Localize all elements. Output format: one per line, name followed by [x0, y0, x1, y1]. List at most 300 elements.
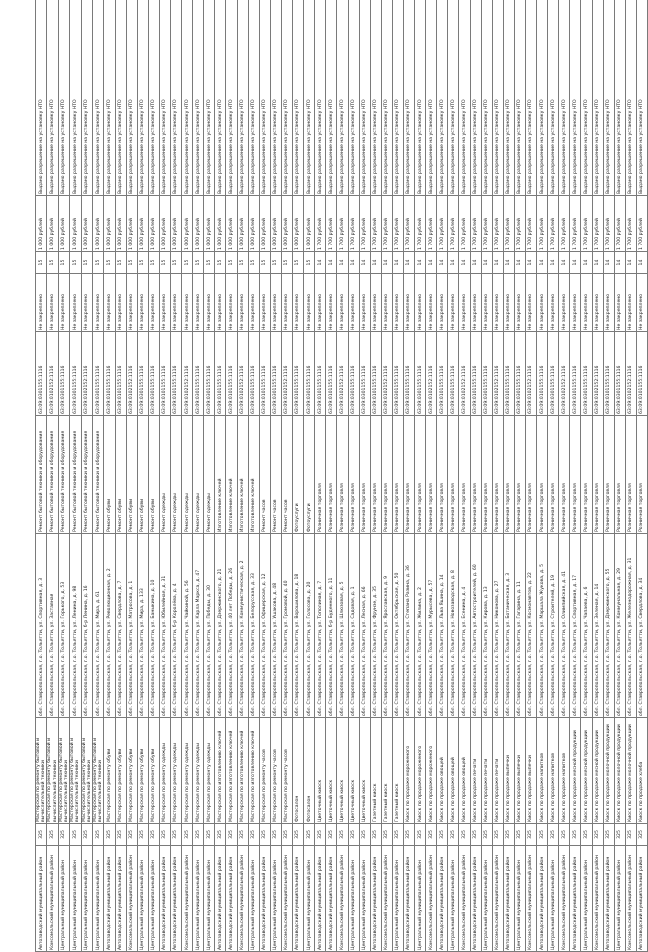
table-cell: Мастерская по ремонту одежды	[193, 718, 204, 824]
table-cell: 1 000 рублей	[270, 196, 281, 252]
table-cell: обл. Ставропольская, г.о. Тольятти, ул. Жилина, д. 2	[415, 534, 426, 718]
table-cell: Автозаводский муниципальный район	[603, 846, 614, 952]
table-cell: Не закреплено	[570, 274, 581, 332]
table-row	[159, 0, 170, 952]
table-cell: Выдано разрешение на установку НТО	[115, 0, 126, 196]
table-cell: Центральный муниципальный район	[348, 846, 359, 952]
table-cell: 63:09:0102152:1116	[381, 332, 392, 416]
table-cell: 1 700 рублей	[636, 196, 647, 252]
table-cell: Розничная торговля	[636, 416, 647, 534]
table-cell: Автозаводский муниципальный район	[36, 846, 47, 952]
table-cell: Киоск по продаже мороженого	[415, 718, 426, 824]
table-cell: Не закреплено	[171, 274, 182, 332]
table-cell: 1 700 рублей	[603, 196, 614, 252]
table-cell: 325	[603, 824, 614, 846]
table-cell: 14	[448, 252, 459, 274]
table-cell: Киоск по продаже молочной продукции	[614, 718, 625, 824]
table-cell: 1 700 рублей	[426, 196, 437, 252]
table-cell: Выдано разрешение на установку НТО	[36, 0, 47, 196]
table-cell: Выдано разрешение на установку НТО	[47, 0, 58, 196]
table-cell: Мастерская по ремонту часов	[270, 718, 281, 824]
table-cell: 63:09:0102152:1116	[281, 332, 292, 416]
table-cell: 325	[115, 824, 126, 846]
table-cell: Фотоуслуги	[304, 416, 315, 534]
table-row	[559, 0, 570, 952]
table-cell: 63:09:0301155:1116	[348, 332, 359, 416]
table-cell: Не закреплено	[426, 274, 437, 332]
table-cell: 325	[415, 824, 426, 846]
table-cell: обл. Ставропольская, г.о. Тольятти, ул. Ярославская, д. 9	[381, 534, 392, 718]
table-row	[537, 0, 548, 952]
table-cell: Выдано разрешение на установку НТО	[226, 0, 237, 196]
table-cell: Выдано разрешение на установку НТО	[426, 0, 437, 196]
table-cell: Автозаводский муниципальный район	[293, 846, 304, 952]
table-cell: Выдано разрешение на установку НТО	[204, 0, 215, 196]
table-cell: Автозаводский муниципальный район	[315, 846, 326, 952]
table-cell: 1 000 рублей	[104, 196, 115, 252]
table-cell: 325	[381, 824, 392, 846]
table-cell: Ремонт бытовой техники и оборудования	[70, 416, 81, 534]
table-cell: Выдано разрешение на установку НТО	[581, 0, 592, 196]
table-cell: 63:09:0301155:1116	[448, 332, 459, 416]
table-cell: Мастерская по ремонту бытовой и вычислительной техники	[93, 718, 104, 824]
table-cell: Выдано разрешение на установку НТО	[403, 0, 414, 196]
table-cell: обл. Ставропольская, г.о. Тольятти, ул. Гагарина, д. 11	[514, 534, 525, 718]
table-cell: 63:09:0101155:1116	[115, 332, 126, 416]
table-cell: Киоск по продаже овощей	[437, 718, 448, 824]
table-cell: Выдано разрешение на установку НТО	[570, 0, 581, 196]
table-cell: 1 700 рублей	[437, 196, 448, 252]
table-row	[603, 0, 614, 952]
table-cell: Фотосалон	[293, 718, 304, 824]
table-cell: Комсомольский муниципальный район	[237, 846, 248, 952]
table-cell: Розничная торговля	[570, 416, 581, 534]
table-cell: Цветочный киоск	[315, 718, 326, 824]
table-cell: обл. Ставропольская, г.о. Тольятти, ул. Свердлова, д. 34	[636, 534, 647, 718]
table-cell: Розничная торговля	[359, 416, 370, 534]
table-row	[470, 0, 481, 952]
table-row	[104, 0, 115, 952]
table-cell: 1 000 рублей	[215, 196, 226, 252]
table-cell: Ремонт обуви	[137, 416, 148, 534]
table-row	[137, 0, 148, 952]
table-cell: 325	[514, 824, 525, 846]
table-cell: 325	[70, 824, 81, 846]
table-cell: 1 700 рублей	[370, 196, 381, 252]
table-cell: 14	[348, 252, 359, 274]
table-cell: Ремонт бытовой техники и оборудования	[36, 416, 47, 534]
table-row	[58, 0, 69, 952]
table-cell: Выдано разрешение на установку НТО	[437, 0, 448, 196]
table-cell: 1 000 рублей	[126, 196, 137, 252]
table-cell: Розничная торговля	[426, 416, 437, 534]
table-cell: Мастерская по ремонту обуви	[126, 718, 137, 824]
table-row	[448, 0, 459, 952]
table-cell: 325	[281, 824, 292, 846]
table-cell: Не закреплено	[337, 274, 348, 332]
table-cell: 1 700 рублей	[537, 196, 548, 252]
table-cell: 325	[503, 824, 514, 846]
table-cell: 14	[603, 252, 614, 274]
table-cell: обл. Ставропольская, г.о. Тольятти, ул. Победы, д. 30	[204, 534, 215, 718]
table-cell: Цветочный киоск	[348, 718, 359, 824]
table-row	[437, 0, 448, 952]
table-cell: 325	[171, 824, 182, 846]
table-cell: Не закреплено	[348, 274, 359, 332]
table-cell: Центральный муниципальный район	[93, 846, 104, 952]
table-cell: Не закреплено	[126, 274, 137, 332]
table-cell: Не закреплено	[592, 274, 603, 332]
table-cell: 15	[293, 252, 304, 274]
table-cell: Ремонт часов	[270, 416, 281, 534]
table-cell: 1 000 рублей	[70, 196, 81, 252]
table-cell: Киоск по продаже напитков	[559, 718, 570, 824]
table-row	[237, 0, 248, 952]
table-cell: Центральный муниципальный район	[392, 846, 403, 952]
table-cell: 15	[104, 252, 115, 274]
table-cell: Не закреплено	[182, 274, 193, 332]
table-cell: 1 000 рублей	[248, 196, 259, 252]
table-row	[148, 0, 159, 952]
table-cell: 63:09:0102152:1116	[625, 332, 636, 416]
table-cell: 15	[137, 252, 148, 274]
table-cell: Выдано разрешение на установку НТО	[148, 0, 159, 196]
table-cell: 325	[426, 824, 437, 846]
table-cell: 325	[437, 824, 448, 846]
table-cell: Не закреплено	[581, 274, 592, 332]
table-cell: 325	[548, 824, 559, 846]
table-cell: 1 000 рублей	[58, 196, 69, 252]
table-cell: Выдано разрешение на установку НТО	[559, 0, 570, 196]
table-cell: обл. Ставропольская, г.о. Тольятти, ул. Автостроителей, д. 60	[470, 534, 481, 718]
table-cell: обл. Ставропольская, г.о. Тольятти, б-р Буденного, д. 11	[326, 534, 337, 718]
table-cell: Газетный киоск	[370, 718, 381, 824]
table-cell: 325	[570, 824, 581, 846]
table-cell: Розничная торговля	[326, 416, 337, 534]
table-cell: обл. Ставропольская, г.о. Тольятти, ул. Есенина, д. 4	[459, 534, 470, 718]
table-cell: Центральный муниципальный район	[514, 846, 525, 952]
table-cell: Мастерская по ремонту одежды	[204, 718, 215, 824]
table-cell: Изготовление ключей	[226, 416, 237, 534]
table-cell: 63:09:0102152:1116	[459, 332, 470, 416]
table-cell: 1 000 рублей	[182, 196, 193, 252]
table-cell: 15	[204, 252, 215, 274]
table-cell: Изготовление ключей	[237, 416, 248, 534]
table-cell: 14	[415, 252, 426, 274]
table-cell: Киоск по продаже выпечки	[503, 718, 514, 824]
table-cell: Не закреплено	[281, 274, 292, 332]
table-cell: обл. Ставропольская, г.о. Тольятти, б-р Королёва, д. 4	[171, 534, 182, 718]
table-cell: Центральный муниципальный район	[70, 846, 81, 952]
table-cell: 15	[270, 252, 281, 274]
table-cell: Выдано разрешение на установку НТО	[381, 0, 392, 196]
table-cell: 63:09:0301155:1116	[614, 332, 625, 416]
table-cell: 1 700 рублей	[492, 196, 503, 252]
table-cell: Изготовление ключей	[215, 416, 226, 534]
table-row	[70, 0, 81, 952]
table-cell: Не закреплено	[193, 274, 204, 332]
table-cell: обл. Ставропольская, г.о. Тольятти, ул. Громовой, д. 40	[281, 534, 292, 718]
table-cell: 14	[503, 252, 514, 274]
table-row	[415, 0, 426, 952]
table-cell: 325	[204, 824, 215, 846]
table-cell: обл. Ставропольская, г.о. Тольятти, ул. Чапаева, д. 6	[581, 534, 592, 718]
table-cell: обл. Ставропольская, г.о. Тольятти, ул. Маршала Жукова, д. 5	[537, 534, 548, 718]
table-cell: Розничная торговля	[503, 416, 514, 534]
table-cell: 1 700 рублей	[592, 196, 603, 252]
table-cell: Мастерская по ремонту одежды	[159, 718, 170, 824]
table-cell: Не закреплено	[481, 274, 492, 332]
table-cell: 325	[448, 824, 459, 846]
table-cell: Центральный муниципальный район	[581, 846, 592, 952]
table-cell: Розничная торговля	[315, 416, 326, 534]
table-cell: Автозаводский муниципальный район	[503, 846, 514, 952]
table-cell: 63:09:0301155:1116	[270, 332, 281, 416]
table-cell: 63:09:0101155:1116	[159, 332, 170, 416]
table-cell: Не закреплено	[270, 274, 281, 332]
table-cell: 63:09:0301155:1116	[415, 332, 426, 416]
table-cell: Не закреплено	[537, 274, 548, 332]
table-row	[204, 0, 215, 952]
table-cell: обл. Ставропольская, г.о. Тольятти, ул. Дзержинского, д. 21	[215, 534, 226, 718]
table-cell: 325	[159, 824, 170, 846]
table-cell: Комсомольский муниципальный район	[559, 846, 570, 952]
kiosk-table	[35, 0, 648, 952]
table-cell: 1 000 рублей	[193, 196, 204, 252]
table-cell: 15	[259, 252, 270, 274]
table-cell: обл. Ставропольская, г.о. Тольятти, ул. Коммунистическая, д. 2	[237, 534, 248, 718]
table-cell: 325	[636, 824, 647, 846]
table-cell: Газетный киоск	[381, 718, 392, 824]
table-cell: Не закреплено	[470, 274, 481, 332]
table-cell: Выдано разрешение на установку НТО	[281, 0, 292, 196]
table-cell: Автозаводский муниципальный район	[570, 846, 581, 952]
table-cell: Ремонт одежды	[159, 416, 170, 534]
table-cell: Выдано разрешение на установку НТО	[193, 0, 204, 196]
table-cell: 14	[426, 252, 437, 274]
table-cell: Розничная торговля	[603, 416, 614, 534]
table-cell: 325	[625, 824, 636, 846]
table-cell: 325	[337, 824, 348, 846]
table-cell: Розничная торговля	[392, 416, 403, 534]
table-cell: 15	[70, 252, 81, 274]
table-cell: 1 000 рублей	[137, 196, 148, 252]
table-cell: Мастерская по ремонту часов	[281, 718, 292, 824]
table-cell: 325	[81, 824, 92, 846]
table-cell: 14	[592, 252, 603, 274]
table-cell: 325	[226, 824, 237, 846]
table-cell: Ремонт обуви	[104, 416, 115, 534]
table-cell: обл. Ставропольская, г.о. Тольятти, ул. Баныкина, д. 10	[148, 534, 159, 718]
table-cell: Комсомольский муниципальный район	[381, 846, 392, 952]
table-cell: 63:09:0301155:1116	[137, 332, 148, 416]
table-cell: Выдано разрешение на установку НТО	[270, 0, 281, 196]
table-cell: Не закреплено	[93, 274, 104, 332]
table-cell: Ремонт бытовой техники и оборудования	[58, 416, 69, 534]
table-cell: Розничная торговля	[415, 416, 426, 534]
table-row	[281, 0, 292, 952]
table-cell: 14	[359, 252, 370, 274]
table-row	[492, 0, 503, 952]
table-cell: обл. Ставропольская, г.о. Тольятти, ул. Ворошилова, д. 18	[293, 534, 304, 718]
table-cell: Ремонт одежды	[171, 416, 182, 534]
table-cell: 63:09:0101155:1116	[437, 332, 448, 416]
table-row	[259, 0, 270, 952]
table-cell: Ремонт обуви	[115, 416, 126, 534]
table-cell: 325	[403, 824, 414, 846]
table-cell: Комсомольский муниципальный район	[426, 846, 437, 952]
table-cell: Выдано разрешение на установку НТО	[293, 0, 304, 196]
table-cell: 325	[293, 824, 304, 846]
table-row	[193, 0, 204, 952]
table-row	[293, 0, 304, 952]
table-cell: Киоск по продаже молочной продукции	[625, 718, 636, 824]
table-cell: Выдано разрешение на установку НТО	[459, 0, 470, 196]
table-cell: 63:09:0101155:1116	[326, 332, 337, 416]
table-cell: Не закреплено	[326, 274, 337, 332]
table-cell: обл. Ставропольская, г.о. Тольятти, ул. Строителей, д. 19	[548, 534, 559, 718]
table-cell: Центральный муниципальный район	[204, 846, 215, 952]
table-cell: 325	[492, 824, 503, 846]
table-cell: Ремонт одежды	[193, 416, 204, 534]
table-cell: 63:09:0301155:1116	[93, 332, 104, 416]
table-cell: Не закреплено	[293, 274, 304, 332]
table-cell: 15	[126, 252, 137, 274]
table-cell: 1 700 рублей	[381, 196, 392, 252]
table-cell: 63:09:0101155:1116	[370, 332, 381, 416]
table-cell: Розничная торговля	[381, 416, 392, 534]
table-cell: 63:09:0301155:1116	[514, 332, 525, 416]
table-cell: 63:09:0102152:1116	[47, 332, 58, 416]
table-cell: Ремонт бытовой техники и оборудования	[47, 416, 58, 534]
table-cell: 14	[514, 252, 525, 274]
table-cell: Не закреплено	[503, 274, 514, 332]
table-cell: Центральный муниципальный район	[548, 846, 559, 952]
table-cell: Автозаводский муниципальный район	[215, 846, 226, 952]
table-row	[348, 0, 359, 952]
table-cell: Выдано разрешение на установку НТО	[636, 0, 647, 196]
table-cell: 15	[58, 252, 69, 274]
table-cell: Розничная торговля	[470, 416, 481, 534]
table-cell: обл. Ставропольская, г.о. Тольятти, ул. Олимпийская, д. 41	[559, 534, 570, 718]
table-cell: Центральный муниципальный район	[137, 846, 148, 952]
table-cell: Комсомольский муниципальный район	[592, 846, 603, 952]
table-cell: 63:09:0102152:1116	[426, 332, 437, 416]
table-cell: 1 700 рублей	[614, 196, 625, 252]
table-row	[570, 0, 581, 952]
table-cell: 1 700 рублей	[403, 196, 414, 252]
table-cell: Автозаводский муниципальный район	[259, 846, 270, 952]
table-cell: обл. Ставропольская, г.о. Тольятти, ул. Коммунальная, д. 29	[614, 534, 625, 718]
table-cell: обл. Ставропольская, г.о. Тольятти, ул. Спортивная, д. 3	[36, 534, 47, 718]
table-cell: Розничная торговля	[559, 416, 570, 534]
table-cell: Не закреплено	[370, 274, 381, 332]
table-row	[81, 0, 92, 952]
table-row	[403, 0, 414, 952]
table-cell: 325	[182, 824, 193, 846]
table-row	[226, 0, 237, 952]
table-cell: Выдано разрешение на установку НТО	[315, 0, 326, 196]
table-cell: Автозаводский муниципальный район	[370, 846, 381, 952]
table-cell: 15	[159, 252, 170, 274]
table-cell: Розничная торговля	[403, 416, 414, 534]
table-cell: Центральный муниципальный район	[270, 846, 281, 952]
table-cell: Не закреплено	[381, 274, 392, 332]
table-cell: 63:09:0101155:1116	[171, 332, 182, 416]
table-cell: Центральный муниципальный район	[248, 846, 259, 952]
table-cell: 1 000 рублей	[148, 196, 159, 252]
table-cell: 325	[370, 824, 381, 846]
table-cell: 325	[592, 824, 603, 846]
table-cell: Розничная торговля	[370, 416, 381, 534]
table-cell: обл. Ставропольская, г.о. Тольятти, ул. Мурысева, д. 57	[426, 534, 437, 718]
table-cell: 63:09:0101155:1116	[226, 332, 237, 416]
table-cell: обл. Ставропольская, г.о. Тольятти, ул. Юбилейная, д. 31	[159, 534, 170, 718]
table-cell: 63:09:0102152:1116	[526, 332, 537, 416]
table-cell: Изготовление ключей	[248, 416, 259, 534]
table-row	[337, 0, 348, 952]
table-cell: Розничная торговля	[625, 416, 636, 534]
table-cell: Фотосалон	[304, 718, 315, 824]
table-cell: Не закреплено	[448, 274, 459, 332]
table-cell: Не закреплено	[315, 274, 326, 332]
table-row	[636, 0, 647, 952]
table-cell: Розничная торговля	[459, 416, 470, 534]
table-cell: Киоск по продаже выпечки	[526, 718, 537, 824]
table-cell: 63:09:0102152:1116	[182, 332, 193, 416]
table-cell: Выдано разрешение на установку НТО	[614, 0, 625, 196]
table-cell: 15	[81, 252, 92, 274]
table-cell: Розничная торговля	[548, 416, 559, 534]
table-cell: Розничная торговля	[581, 416, 592, 534]
table-cell: Не закреплено	[237, 274, 248, 332]
table-cell: Центральный муниципальный район	[359, 846, 370, 952]
table-cell: 325	[126, 824, 137, 846]
table-cell: 1 700 рублей	[548, 196, 559, 252]
table-cell: Не закреплено	[47, 274, 58, 332]
table-cell: Выдано разрешение на установку НТО	[481, 0, 492, 196]
table-cell: Автозаводский муниципальный район	[437, 846, 448, 952]
table-cell: 14	[326, 252, 337, 274]
table-cell: Не закреплено	[226, 274, 237, 332]
table-cell: 1 700 рублей	[459, 196, 470, 252]
table-cell: 63:09:0301155:1116	[548, 332, 559, 416]
table-cell: Мастерская по ремонту бытовой и вычислительной техники	[81, 718, 92, 824]
table-cell: Не закреплено	[636, 274, 647, 332]
table-cell: Газетный киоск	[392, 718, 403, 824]
table-cell: 325	[348, 824, 359, 846]
table-cell: 325	[93, 824, 104, 846]
table-row	[215, 0, 226, 952]
table-row	[115, 0, 126, 952]
table-cell: Не закреплено	[259, 274, 270, 332]
table-cell: 63:09:0301155:1116	[248, 332, 259, 416]
table-row	[248, 0, 259, 952]
table-cell: 63:09:0101155:1116	[503, 332, 514, 416]
table-cell: обл. Ставропольская, г.о. Тольятти, ул. Дзержинского, д. 55	[603, 534, 614, 718]
table-row	[182, 0, 193, 952]
table-cell: 15	[237, 252, 248, 274]
table-cell: 14	[370, 252, 381, 274]
table-cell: Розничная торговля	[614, 416, 625, 534]
table-cell: Не закреплено	[248, 274, 259, 332]
table-cell: 63:09:0301155:1116	[581, 332, 592, 416]
table-cell: 325	[248, 824, 259, 846]
table-cell: 14	[403, 252, 414, 274]
table-cell: обл. Ставропольская, г.о. Тольятти, ул. Зеленая, д. 14	[592, 534, 603, 718]
table-cell: Выдано разрешение на установку НТО	[237, 0, 248, 196]
table-cell: 1 700 рублей	[359, 196, 370, 252]
